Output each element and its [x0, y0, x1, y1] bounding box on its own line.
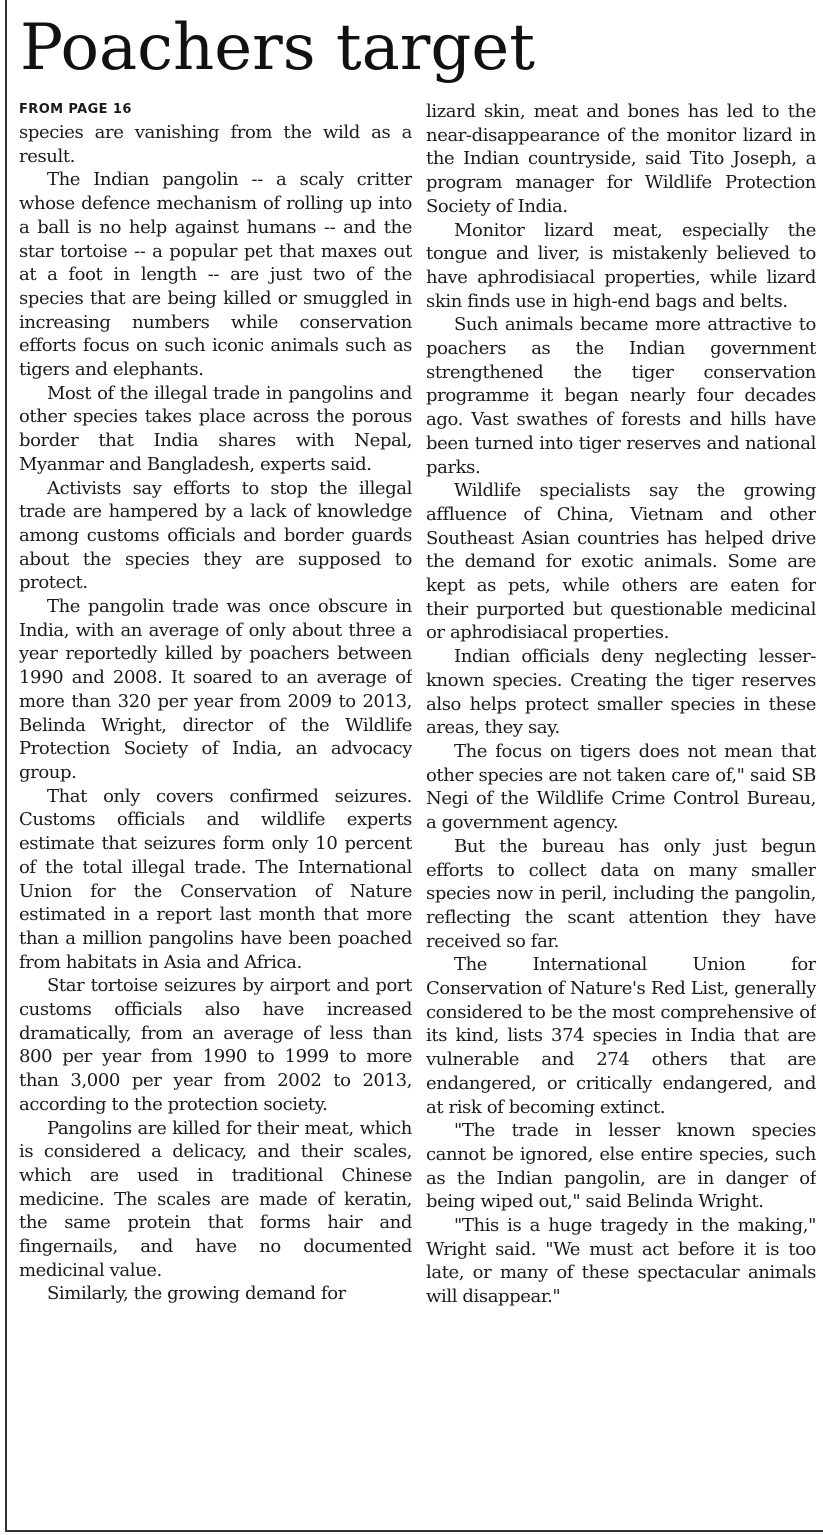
- paragraph: "This is a huge tragedy in the making," Wright said. "We must act before it is too late, or many of these spectacular animals will disappear.": [426, 1215, 816, 1308]
- paragraph: Wildlife specialists say the growing affluence of China, Vietnam and other Southeast Asian countries has helped drive the demand for exotic animals. Some are kept as pets, while others are eaten for their purported but questionable medicinal or aphrodisiacal properties.: [426, 480, 816, 644]
- column-rule-left: [5, 0, 7, 1530]
- bottom-rule: [5, 1530, 823, 1532]
- headline: Poachers target: [20, 11, 535, 85]
- paragraph: Indian officials deny neglecting lesser-known species. Creating the tiger reserves also helps protect smaller species in these areas, they say.: [426, 646, 816, 739]
- kicker-from-page: FROM PAGE 16: [19, 102, 132, 117]
- paragraph: Star tortoise seizures by airport and port customs officials also have increased dramatically, from an average of less than 800 per year from 1990 to 1999 to more than 3,000 per year from 2002 to 2013, according to the protection society.: [19, 975, 412, 1115]
- paragraph: Most of the illegal trade in pangolins and other species takes place across the porous border that India shares with Nepal, Myanmar and Bangladesh, experts said.: [19, 382, 412, 475]
- paragraph: Activists say efforts to stop the illegal trade are hampered by a lack of knowledge among customs officials and border guards about the species they are supposed to protect.: [19, 477, 412, 594]
- paragraph: The focus on tigers does not mean that other species are not taken care of," said SB Negi of the Wildlife Crime Control Bureau, a government agency.: [426, 740, 816, 834]
- paragraph: "The trade in lesser known species cannot be ignored, else entire species, such as the Indian pangolin, are in danger of being wiped out," said Belinda Wright.: [426, 1120, 816, 1213]
- right-column: [426, 100, 816, 1530]
- paragraph: But the bureau has only just begun efforts to collect data on many smaller species now in peril, including the pangolin, reflecting the scant attention they have received so far.: [426, 835, 816, 952]
- paragraph: That only covers confirmed seizures. Customs officials and wildlife experts estimate that seizures form only 10 percent of the total illegal trade. The International Union for the Conservation of Nature estimated in a report last month that more than a million pangolins have been poached from habitats in Asia and Africa.: [19, 785, 412, 973]
- paragraph: Monitor lizard meat, especially the tongue and liver, is mistakenly believed to have aphrodisiacal properties, while lizard skin finds use in high-end bags and belts.: [426, 219, 816, 312]
- paragraph: Similarly, the growing demand for: [47, 1283, 346, 1305]
- paragraph: The International Union for Conservation of Nature's Red List, generally considered to be the most comprehensive of its kind, lists 374 species in India that are vulnerable and 274 others that are endangered, or critically endangered, and at risk of becoming extinct.: [426, 954, 816, 1118]
- paragraph: lizard skin, meat and bones has led to the near-disappearance of the monitor lizard in the Indian countryside, said Tito Joseph, a program manager for Wildlife Protection Society of India.: [426, 101, 816, 217]
- paragraph: Such animals became more attractive to poachers as the Indian government strengthened the tiger conservation programme it began nearly four decades ago. Vast swathes of forests and hills have been turned into tiger reserves and national parks.: [426, 314, 816, 478]
- paragraph: species are vanishing from the wild as a result.: [19, 122, 412, 167]
- paragraph: Pangolins are killed for their meat, which is considered a delicacy, and their scales, which are used in traditional Chinese medicine. The scales are made of keratin, the same protein that forms hair and fingernails, and have no documented medicinal value.: [19, 1117, 412, 1281]
- paragraph: The Indian pangolin -- a scaly critter whose defence mechanism of rolling up into a ball is no help against humans -- and the star tortoise -- a popular pet that maxes out at a foot in length -- are just two of the species that are being killed or smuggled in increasing numbers while conservation efforts focus on such iconic animals such as tigers and elephants.: [19, 169, 412, 381]
- left-column: [19, 98, 412, 1528]
- paragraph: The pangolin trade was once obscure in India, with an average of only about three a year reportedly killed by poachers between 1990 and 2008. It soared to an average of more than 320 per year from 2009 to 2013, Belinda Wright, director of the Wildlife Protection Society of India, an advocacy group.: [19, 596, 412, 783]
